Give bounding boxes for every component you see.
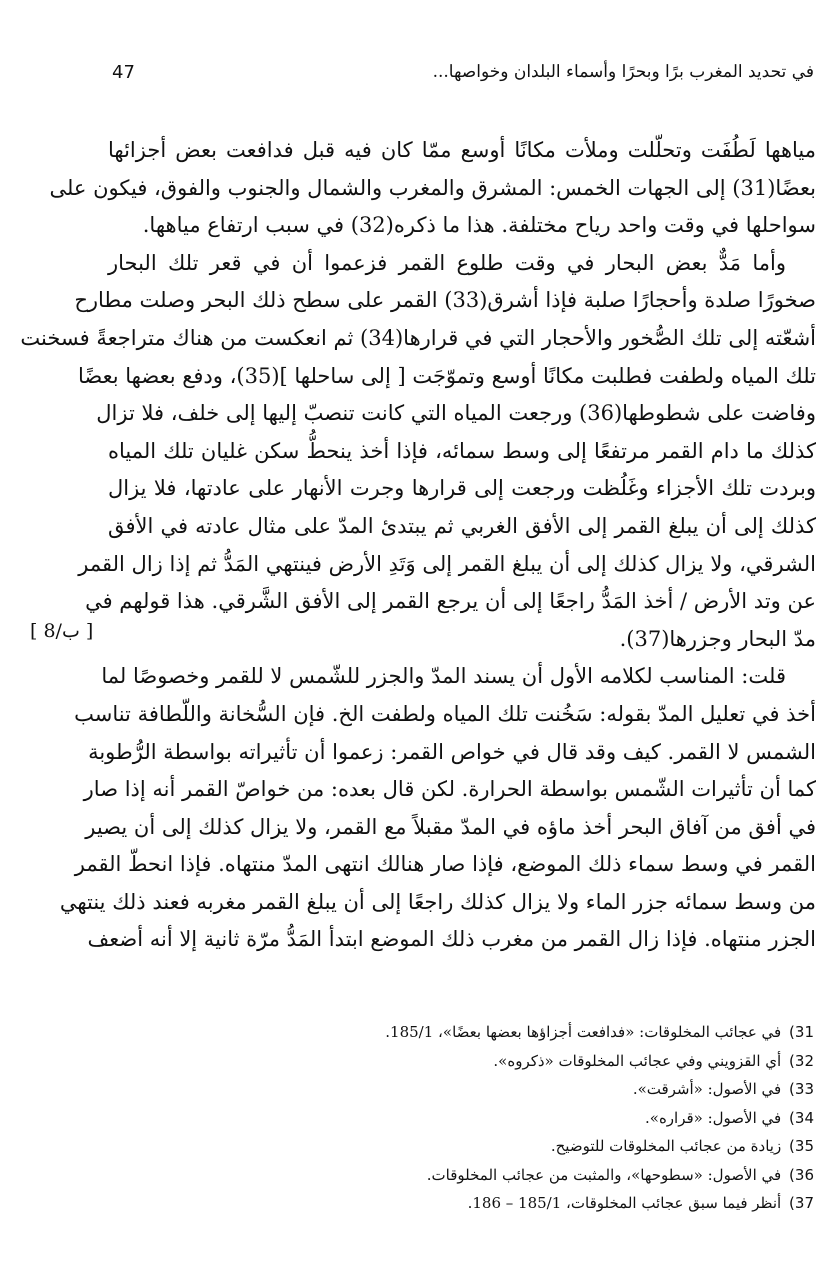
footnote-text: في الأصول: «أشرقت». — [632, 1080, 782, 1098]
text-line: مدّ البحار وجزرها(37). — [619, 626, 816, 651]
text-line: القمر في وسط سماء ذلك الموضع، فإذا صار هنالك انتهى المدّ منتهاه. فإذا انحطّ القمر — [74, 852, 816, 877]
running-title: في تحديد المغرب برًا وبحرًا وأسماء البلدان وخواصها... — [432, 62, 814, 82]
footnote-text: في عجائب المخلوقات: «فدافعت أجزاؤها بعضها بعضًا»، 185/1. — [385, 1023, 782, 1041]
text-line: من وسط سمائه جزر الماء ولا يزال كذلك راجعًا إلى أن يبلغ القمر مغربه فعند ذلك ينتهي — [59, 889, 816, 914]
footnote — [300, 1189, 814, 1218]
footnote-number: 33) — [789, 1080, 814, 1098]
text-line: وفاضت على شطوطها(36) ورجعت المياه التي كانت تنصبّ إليها إلى خلف، فلا تزال — [96, 401, 816, 426]
footnote-text: في الأصول: «قراره». — [645, 1108, 782, 1127]
text-line: الجزر منتهاه. فإذا زال القمر من مغرب ذلك الموضع ابتدأ المَدُّ مرّة ثانية إلا أنه أضعف — [87, 927, 816, 952]
text-line: قلت: المناسب لكلامه الأول أن يسند المدّ والجزر للشّمس لا للقمر وخصوصًا لما — [101, 664, 786, 689]
text-line: في أفق من آفاق البحر أخذ ماؤه في المدّ مقبلاً مع القمر، ولا يزال كذلك إلى أن يصير — [85, 814, 816, 839]
text-line: كذلك إلى أن يبلغ القمر إلى الأفق الغربي ثم يبتدئ المدّ على مثال عادته في الأفق — [108, 513, 816, 538]
footnote-number: 34) — [789, 1108, 814, 1127]
text-line: وبردت تلك الأجزاء وغَلُظت ورجعت إلى قرارها وجرت الأنهار على عادتها، فلا يزال — [108, 476, 816, 501]
text-line: تلك المياه ولطفت فطلبت مكانًا أوسع وتموّجَت [ إلى ساحلها ](35)، ودفع بعضها بعضًا — [78, 363, 816, 388]
footnote-number: 35) — [789, 1137, 814, 1155]
text-line: أخذ في تعليل المدّ بقوله: سَخُنت تلك المياه ولطفت الخ. فإن السُّخانة واللّطافة تناسب — [74, 701, 816, 726]
text-line: بعضًا(31) إلى الجهات الخمس: المشرق والمغرب والشمال والجنوب والفوق، فيكون على — [49, 175, 816, 200]
footnote-text: أنظر فيما سبق عجائب المخلوقات، 185/1 – 186. — [467, 1194, 782, 1212]
footnote — [300, 1104, 814, 1133]
text-line: وأما مَدٌّ بعض البحار في وقت طلوع القمر فزعموا أن في قعر تلك البحار — [108, 250, 786, 275]
footnote-number: 31) — [789, 1023, 814, 1041]
footnote-number: 37) — [789, 1194, 814, 1212]
footnote — [300, 1161, 814, 1190]
text-line: الشمس لا القمر. كيف وقد قال في خواص القمر: زعموا أن تأثيراته بواسطة الرُّطوبة — [88, 739, 816, 764]
footnotes — [300, 1018, 814, 1218]
text-line: عن وتد الأرض / أخذ المَدُّ راجعًا إلى أن يرجع القمر إلى الأفق الشَّرقي. هذا قولهم في — [85, 589, 816, 614]
page-header — [112, 62, 814, 92]
footnote — [300, 1075, 814, 1104]
footnote-number: 36) — [789, 1165, 814, 1184]
text-line: كما أن تأثيرات الشّمس بواسطة الحرارة. لكن قال بعده: من خواصّ القمر أنه إذا صار — [83, 777, 816, 802]
text-line: الشرقي، ولا يزال كذلك إلى أن يبلغ القمر إلى وَتَدِ الأرض فينتهي المَدُّ ثم إذا زال القمر — [78, 551, 816, 576]
footnote-number: 32) — [789, 1051, 814, 1070]
text-line: أشعّته إلى تلك الصُّخور والأحجار التي في قرارها(34) ثم انعكست من هناك متراجعةً فسخنت — [20, 325, 816, 350]
manuscript-folio-note: [ 8/ب ] — [30, 620, 94, 642]
text-line: مياهها لَطُفَت وتحلّلت وملأت مكانًا أوسع ممّا كان فيه قبل فدافعت بعض أجزائها — [108, 138, 816, 162]
footnote — [300, 1018, 814, 1047]
text-line: سواحلها في وقت واحد رياح مختلفة. هذا ما ذكره(32) في سبب ارتفاع مياهها. — [142, 213, 816, 238]
footnote — [300, 1132, 814, 1161]
text-line: صخورًا صلدة وأحجارًا صلبة فإذا أشرق(33) القمر على سطح ذلك البحر وصلت مطارح — [74, 288, 816, 313]
footnote-text: أي القزويني وفي عجائب المخلوقات «ذكروه». — [493, 1051, 782, 1070]
footnote-text: زيادة من عجائب المخلوقات للتوضيح. — [550, 1137, 782, 1155]
footnote-text: في الأصول: «سطوحها»، والمثبت من عجائب المخلوقات. — [426, 1165, 782, 1184]
footnote — [300, 1047, 814, 1076]
text-line: كذلك ما دام القمر مرتفعًا إلى وسط سمائه، فإذا أخذ ينحطُّ سكن غليان تلك المياه — [108, 438, 816, 463]
page-number: 47 — [112, 62, 135, 83]
